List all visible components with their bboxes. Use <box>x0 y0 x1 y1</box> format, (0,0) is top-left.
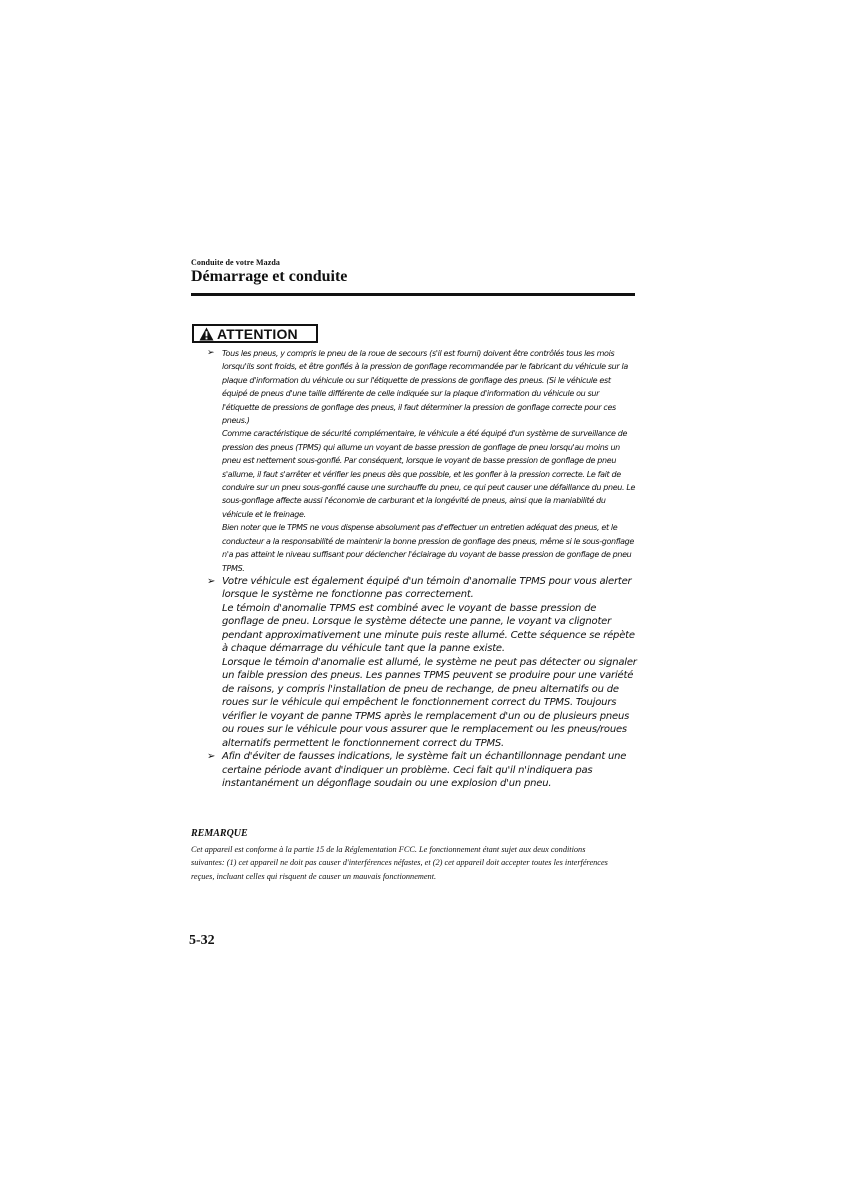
paragraph: Bien noter que le TPMS ne vous dispense absolument pas d'effectuer un entretien adéquat des pneus, et le conducteur a la responsabilité de maintenir la bonne pression de gonflage des pneus, même si le sous-gonflage n'a pas atteint le niveau suffisant pour déclencher l'éclairage du voyant de basse pression de gonflage de pneu TPMS. <box>222 523 634 573</box>
paragraph: Comme caractéristique de sécurité complémentaire, le véhicule a été équipé d'un système de surveillance de pression des pneus (TPMS) qui allume un voyant de basse pression de gonflage de pneu lorsqu'au moins un pneu est nettement sous-gonflé. Par conséquent, lorsque le voyant de basse pression de gonflage de pneu s'allume, il faut s'arrêter et vérifier les pneus dès que possible, et les gonfler à la pression correcte. Le fait de conduire sur un pneu sous-gonflé cause une surchauffe du pneu, ce qui peut causer une défaillance du pneu. Le sous-gonflage affecte aussi l'économie de carburant et la longévité de pneus, ainsi que la maniabilité du véhicule et le freinage. <box>222 429 636 519</box>
paragraph: Tous les pneus, y compris le pneu de la roue de secours (s'il est fourni) doivent être contrôlés tous les mois lorsqu'ils sont froids, et être gonflés à la pression de gonflage recommandée par le fabricant du véhicule sur la plaque d'information du véhicule ou sur l'étiquette de pressions de gonflage des pneus. (Si le véhicule est équipé de pneus d'une taille différente de celle indiquée sur la plaque d'information du véhicule ou sur l'étiquette de pressions de gonflage des pneus, il faut déterminer la pression de gonflage correcte pour ces pneus.) <box>222 349 628 426</box>
note-heading: REMARQUE <box>191 828 248 839</box>
title-rule <box>191 293 635 296</box>
attention-bullet <box>207 575 637 751</box>
page-title: Démarrage et conduite <box>191 268 348 285</box>
paragraph: Le témoin d'anomalie TPMS est combiné avec le voyant de basse pression de gonflage de pneu. Lorsque le système détecte une panne, le voyant va clignoter pendant approximativement une minute puis reste allumé. Cette séquence se répète à chaque démarrage du véhicule tant que la panne existe. <box>222 602 635 655</box>
bullet-arrow-icon: ➢ <box>207 575 216 587</box>
paragraph: Votre véhicule est également équipé d'un témoin d'anomalie TPMS pour vous alerter lorsque le système ne fonctionne pas correctement. <box>222 575 632 601</box>
note-body: Cet appareil est conforme à la partie 15 de la Réglementation FCC. Le fonctionnement étant sujet aux deux conditions suivantes: (1) cet appareil ne doit pas causer d'interférences néfastes, et (2) cet appareil doit accepter toutes les interférences reçues, incluant celles qui risquent de causer un mauvais fonctionnement. <box>191 845 608 881</box>
attention-label: ATTENTION <box>217 325 298 342</box>
attention-box <box>192 324 318 343</box>
paragraph: Afin d'éviter de fausses indications, le système fait un échantillonnage pendant une certaine période avant d'indiquer un problème. Ceci fait qu'il n'indiquera pas instantanément un dégonflage soudain ou une explosion d'un pneu. <box>222 751 627 790</box>
attention-bullet <box>207 347 637 575</box>
attention-list <box>207 347 637 791</box>
attention-bullet <box>207 750 637 791</box>
page-number: 5-32 <box>189 933 215 948</box>
bullet-arrow-icon: ➢ <box>207 751 216 763</box>
bullet-arrow-icon: ➢ <box>207 348 215 358</box>
paragraph: Lorsque le témoin d'anomalie est allumé, le système ne peut pas détecter ou signaler un faible pression des pneus. Les pannes TPMS peuvent se produire pour une variété de raisons, y compris l'installation de pneu de rechange, de pneu alternatifs ou de roues sur le véhicule qui empêchent le fonctionnement correct du TPMS. Toujours vérifier le voyant de panne TPMS après le remplacement d'un ou de plusieurs pneus ou roues sur le véhicule pour vous assurer que le remplacement ou les pneus/roues alternatifs permettent le fonctionnement correct du TPMS. <box>222 656 637 749</box>
section-kicker: Conduite de votre Mazda <box>191 258 281 267</box>
warning-triangle-icon <box>199 327 214 341</box>
